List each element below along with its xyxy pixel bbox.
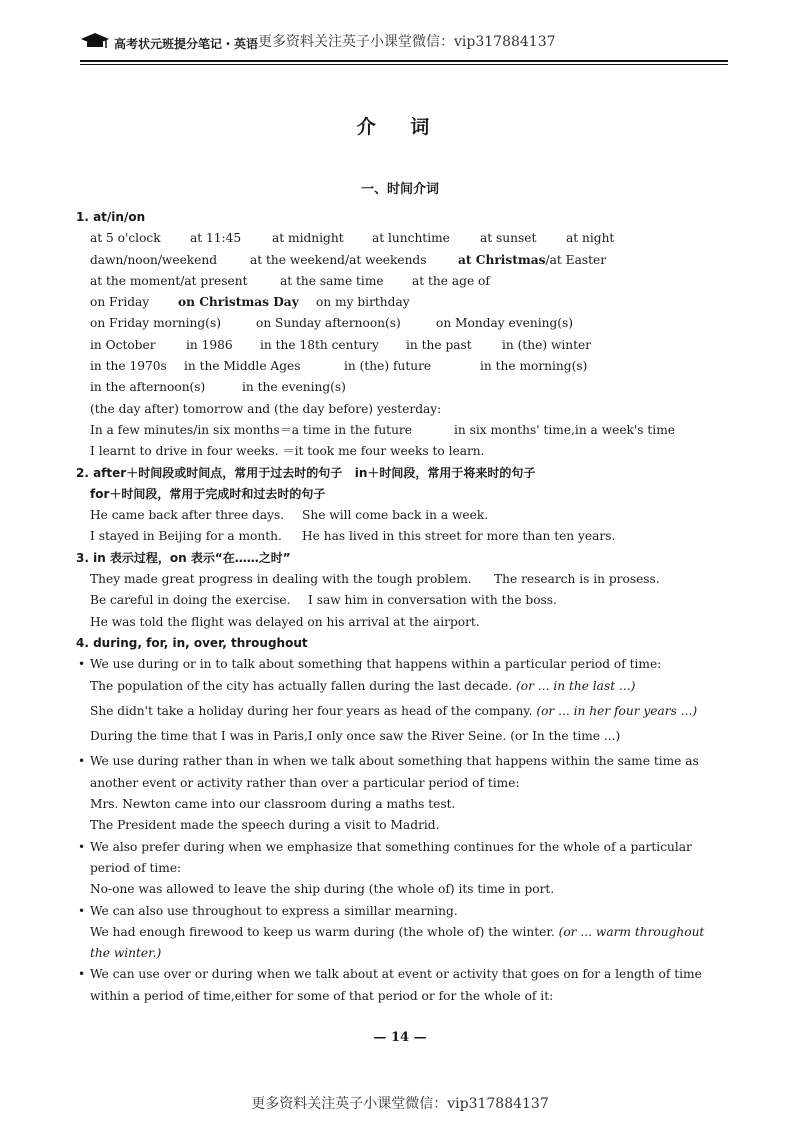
example-line: During the time that I was in Paris,I only once saw the River Seine. (or In the time ...) (90, 729, 621, 744)
example-row: at the moment/at present at the same time at the age of (90, 273, 490, 288)
section-title: 一、时间介词 (360, 182, 439, 197)
example-row: in October in 1986 in the 18th century in the past in (the) winter (90, 337, 592, 352)
example-line: (the day after) tomorrow and (the day before) yesterday: (90, 401, 442, 416)
section-1-heading: 1. at/in/on (76, 210, 146, 224)
rule-bullet: • We can also use throughout to express a simillar mearning. (76, 901, 726, 922)
example-line: No-one was allowed to leave the ship during (the whole of) its time in port. (90, 882, 555, 897)
rule-bullet: • We use during rather than in when we talk about something that happens within the same time as another event or activity rather than over a particular period of time: (76, 751, 726, 794)
content-body (76, 207, 726, 1007)
example-row: on Friday morning(s) on Sunday afternoon(s) on Monday evening(s) (90, 316, 574, 331)
example-row: on Friday on Christmas Day on my birthday (90, 295, 410, 310)
page-header (80, 28, 728, 64)
example-line: The population of the city has actually fallen during the last decade. (or ... in the last ...) (90, 678, 636, 693)
graduation-cap-icon (80, 32, 110, 50)
example-row: In a few minutes/in six months＝a time in the future in six months' time,in a week's time (90, 422, 675, 437)
example-row: He came back after three days. She will come back in a week. (90, 508, 489, 523)
example-row: in the 1970s in the Middle Ages in (the) future in the morning(s) (90, 359, 588, 374)
example-row: dawn/noon/weekend at the weekend/at weekends at Christmas/at Easter (90, 252, 607, 267)
section-2-subheading: for＋时间段，常用于完成时和过去时的句子 (90, 486, 326, 501)
rule-bullet: • We also prefer during when we emphasize that something continues for the whole of a particular period of time: (76, 837, 726, 880)
header-rule-thin (80, 64, 728, 65)
example-line: She didn't take a holiday during her four years as head of the company. (or ... in her four years ...) (90, 703, 698, 718)
example-line: The President made the speech during a visit to Madrid. (90, 818, 440, 833)
example-line: Mrs. Newton came into our classroom during a maths test. (90, 797, 456, 812)
example-row: at 5 o'clock at 11:45 at midnight at lunchtime at sunset at night (90, 231, 615, 246)
rule-bullet: • We can use over or during when we talk about at event or activity that goes on for a length of time within a period of time,either for some of that period or for the whole of it: (76, 964, 726, 1007)
example-line: We had enough firewood to keep us warm during (the whole of) the winter. (or ... warm throughout the winter.) (90, 924, 705, 961)
example-row: They made great progress in dealing with the tough problem. The research is in prosess. (90, 572, 660, 587)
rule-bullet: • We use during or in to talk about something that happens within a particular period of time: (76, 654, 726, 675)
example-row: Be careful in doing the exercise. I saw him in conversation with the boss. (90, 593, 557, 608)
section-4-heading: 4. during, for, in, over, throughout (76, 635, 308, 650)
book-title: 高考状元班提分笔记・英语 (114, 37, 259, 51)
header-watermark: 更多资料关注英子小课堂微信：vip317884137 (258, 34, 556, 50)
page-number: — 14 — (373, 1030, 427, 1045)
example-row: I stayed in Beijing for a month. He has lived in this street for more than ten years. (90, 529, 616, 544)
example-line: He was told the flight was delayed on his arrival at the airport. (90, 614, 480, 629)
page-title: 介 词 (356, 116, 444, 138)
header-rule (80, 60, 728, 62)
section-3-heading: 3. in 表示过程，on 表示“在……之时” (76, 550, 291, 565)
example-line: I learnt to drive in four weeks. ＝it took me four weeks to learn. (90, 444, 485, 459)
footer-watermark: 更多资料关注英子小课堂微信：vip317884137 (251, 1096, 549, 1112)
example-row: in the afternoon(s) in the evening(s) (90, 380, 346, 395)
section-2-heading: 2. after＋时间段或时间点，常用于过去时的句子 in＋时间段，常用于将来时的句子 (76, 465, 536, 480)
